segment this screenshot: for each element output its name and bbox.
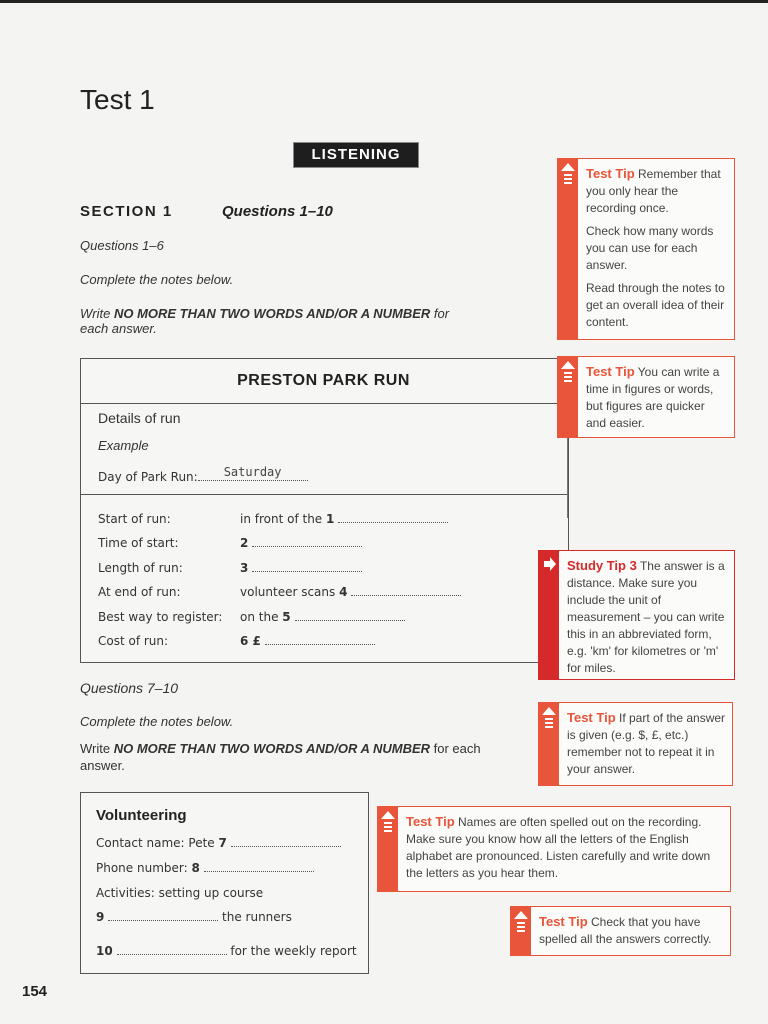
answer-blank[interactable] xyxy=(338,512,448,523)
row-answer: volunteer scans 4 xyxy=(240,585,461,599)
example-divider xyxy=(80,494,567,495)
row-label: Cost of run: xyxy=(98,634,169,648)
test-tip-box-2: Test Tip You can write a time in figures or words, but figures are quicker and easier. xyxy=(557,356,735,438)
word-limit-instruction: Write NO MORE THAN TWO WORDS AND/OR A NUMBER for each answer. xyxy=(80,306,450,336)
contact-name-row: Contact name: Pete 7 xyxy=(96,836,341,850)
phone-number-row: Phone number: 8 xyxy=(96,861,314,875)
row-answer: 3 xyxy=(240,561,362,575)
example-answer: Saturday xyxy=(223,465,282,479)
tip-heading: Test Tip xyxy=(586,166,635,181)
answer-blank[interactable] xyxy=(252,561,362,572)
arrow-up-icon xyxy=(514,911,528,937)
row-label: Start of run: xyxy=(98,512,171,526)
arrow-up-icon xyxy=(542,707,556,733)
row-label: Best way to register: xyxy=(98,610,223,624)
test-tip-box-4: Test Tip If part of the answer is given (e.g. $, £, etc.) remember not to repeat it in your answer. xyxy=(538,702,733,786)
question-9-row: 9 the runners xyxy=(96,910,292,924)
tip-heading: Test Tip xyxy=(567,710,616,725)
day-of-run-label: Day of Park Run: xyxy=(98,470,198,484)
test-tip-box-1: Test Tip Remember that you only hear the recording once. Check how many words you can use for each answer. Read through the notes to get an overall idea of their content. xyxy=(557,158,735,340)
question-10-row: 10 for the weekly report xyxy=(96,944,357,958)
study-tip-heading: Study Tip 3 xyxy=(567,558,637,573)
answer-blank[interactable] xyxy=(351,585,461,596)
listening-badge: LISTENING xyxy=(293,142,419,168)
row-label: Time of start: xyxy=(98,536,179,550)
word-limit-instruction-2: Write NO MORE THAN TWO WORDS AND/OR A NUMBER for each answer. xyxy=(80,741,481,773)
arrow-up-icon xyxy=(561,163,575,189)
row-answer: 6 £ xyxy=(240,634,375,648)
top-rule xyxy=(0,0,768,3)
details-of-run: Details of run xyxy=(98,410,181,426)
example-label: Example xyxy=(98,438,149,453)
test-tip-box-5: Test Tip Names are often spelled out on the recording. Make sure you know how all the letters of the English alphabet are pronounced. Listen carefully and write down the letters as you hear them. xyxy=(377,806,731,892)
questions-range-heading: Questions 1–10 xyxy=(222,203,333,220)
instruction-text-2: Complete the notes below. xyxy=(80,714,234,729)
test-tip-box-6: Test Tip Check that you have spelled all the answers correctly. xyxy=(510,906,731,956)
study-tip-box: Study Tip 3 The answer is a distance. Make sure you include the unit of measurement – you can write this in an abbreviated form, e.g. 'km' for kilometres or 'm' for miles. xyxy=(538,550,735,680)
section-heading: SECTION 1 xyxy=(80,203,173,220)
arrow-up-icon xyxy=(561,361,575,387)
tip-heading: Test Tip xyxy=(406,814,455,829)
answer-blank[interactable] xyxy=(295,610,405,621)
preston-park-run-title: PRESTON PARK RUN xyxy=(237,372,410,389)
arrow-right-icon xyxy=(542,555,556,581)
page-number: 154 xyxy=(22,983,48,1000)
row-answer: on the 5 xyxy=(240,610,405,624)
row-answer: 2 xyxy=(240,536,362,550)
instruction-text: Complete the notes below. xyxy=(80,272,234,287)
page-title: Test 1 xyxy=(80,84,155,115)
title-divider xyxy=(80,403,567,404)
tip-heading: Test Tip xyxy=(586,364,635,379)
volunteering-title: Volunteering xyxy=(96,807,187,824)
answer-blank[interactable] xyxy=(252,536,362,547)
arrow-up-icon xyxy=(381,811,395,837)
row-label: Length of run: xyxy=(98,561,183,575)
day-of-run-row xyxy=(98,465,308,484)
row-answer: in front of the 1 xyxy=(240,512,448,526)
tip-heading: Test Tip xyxy=(539,914,588,929)
questions-1-6-label: Questions 1–6 xyxy=(80,238,164,253)
questions-7-10-label: Questions 7–10 xyxy=(80,680,179,696)
answer-blank[interactable] xyxy=(265,634,375,645)
row-label: At end of run: xyxy=(98,585,181,599)
activities-row: Activities: setting up course xyxy=(96,886,264,900)
